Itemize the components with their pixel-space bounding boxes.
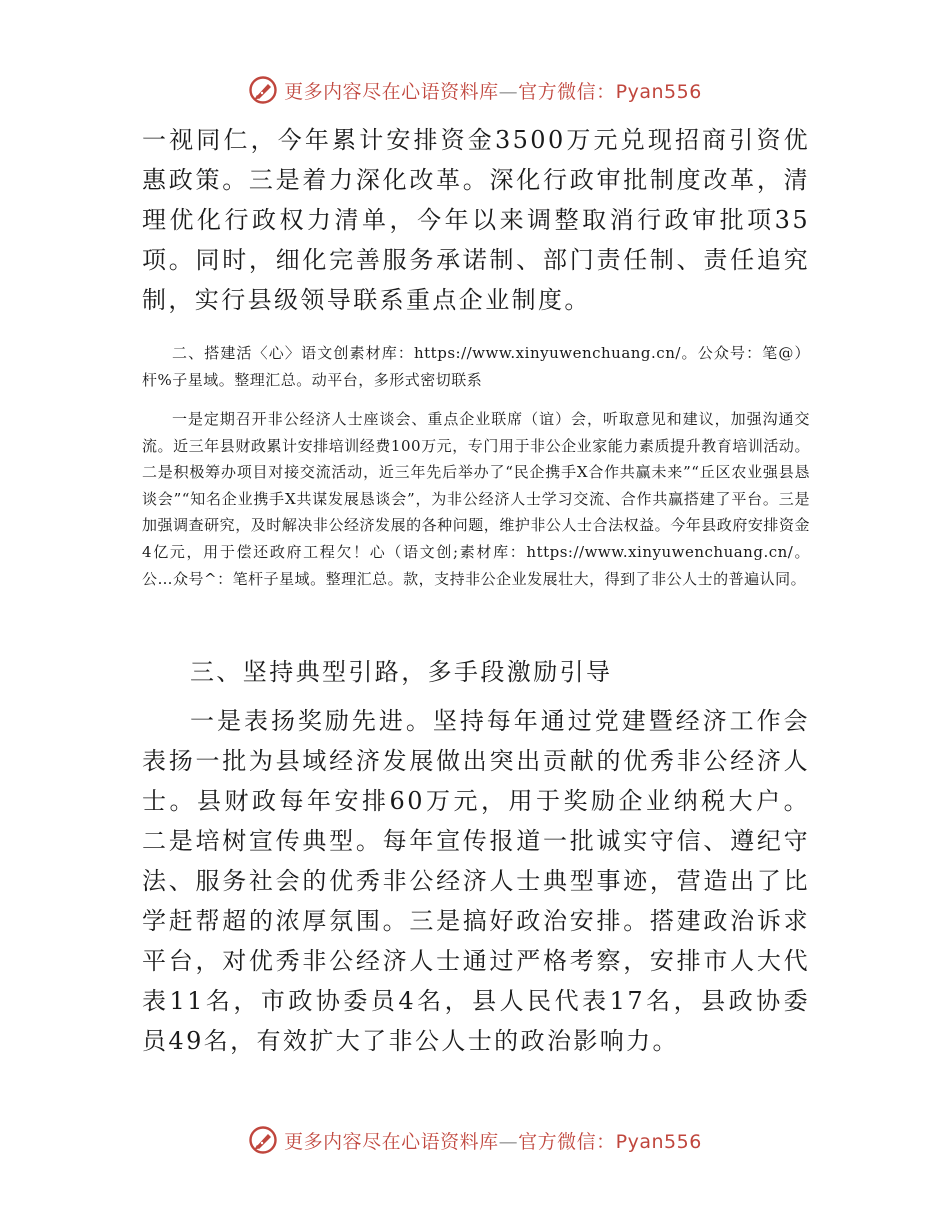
section-two-heading: 二、搭建活〈心〉语文创素材库：https://www.xinyuwenchuang.cn/。公众号：笔@）杆%子星域。整理汇总。动平台，多形式密切联系 — [142, 344, 810, 389]
paragraph-intro-continuation: 一视同仁，今年累计安排资金3500万元兑现招商引资优惠政策。三是着力深化改革。深化行政审批制度改革，清理优化行政权力清单，今年以来调整取消行政审批项35项。同时，细化完善服务承诺制、部门责任制、责任追究制，实行县级领导联系重点企业制度。 — [142, 126, 810, 314]
paragraph-section-three-body: 一是表扬奖励先进。坚持每年通过党建暨经济工作会表扬一批为县域经济发展做出突出贡献的优秀非公经济人士。县财政每年安排60万元，用于奖励企业纳税大户。二是培树宣传典型。每年宣传报道一批诚实守信、遵纪守法、服务社会的优秀非公经济人士典型事迹，营造出了比学赶帮超的浓厚氛围。三是搞好政治安排。搭建政治诉求平台，对优秀非公经济人士通过严格考察，安排市人大代表11名，市政协委员4名，县人民代表17名，县政协委员49名，有效扩大了非公人士的政治影响力。 — [142, 707, 810, 1055]
paragraph-section-two-body: 一是定期召开非公经济人士座谈会、重点企业联席（谊）会，听取意见和建议，加强沟通交流。近三年县财政累计安排培训经费100万元，专门用于非公企业家能力素质提升教育培训活动。二是积极筹办项目对接交流活动，近三年先后举办了“民企携手X合作共赢未来”“丘区农业强县恳谈会”“知名企业携手X共谋发展恳谈会”，为非公经济人士学习交流、合作共赢搭建了平台。三是加强调查研究，及时解决非公经济发展的各种问题，维护非公人士合法权益。今年县政府安排资金4亿元，用于偿还政府工程欠！心（语文创;素材库：https://www.xinyuwenchuang.cn/。公…众号^：笔杆子星域。整理汇总。款，支持非公企业发展壮大，得到了非公人士的普遍认同。 — [142, 410, 810, 588]
banner-dash: — — [498, 80, 519, 103]
section-three-heading: 三、坚持典型引路，多手段激励引导 — [190, 658, 613, 686]
banner-wechat-text: 官方微信：Pyan556 — [518, 1130, 702, 1153]
banner-text — [284, 77, 702, 104]
banner-dash: — — [498, 1130, 519, 1153]
banner-main-text: 更多内容尽在心语资料库 — [284, 1130, 499, 1153]
banner-main-text: 更多内容尽在心语资料库 — [284, 80, 499, 103]
banner-text — [284, 1127, 702, 1154]
pen-nib-logo-icon — [248, 1125, 278, 1155]
pen-nib-logo-icon — [248, 75, 278, 105]
banner-wechat-text: 官方微信：Pyan556 — [518, 80, 702, 103]
header-banner — [0, 70, 950, 110]
footer-banner — [0, 1120, 950, 1160]
